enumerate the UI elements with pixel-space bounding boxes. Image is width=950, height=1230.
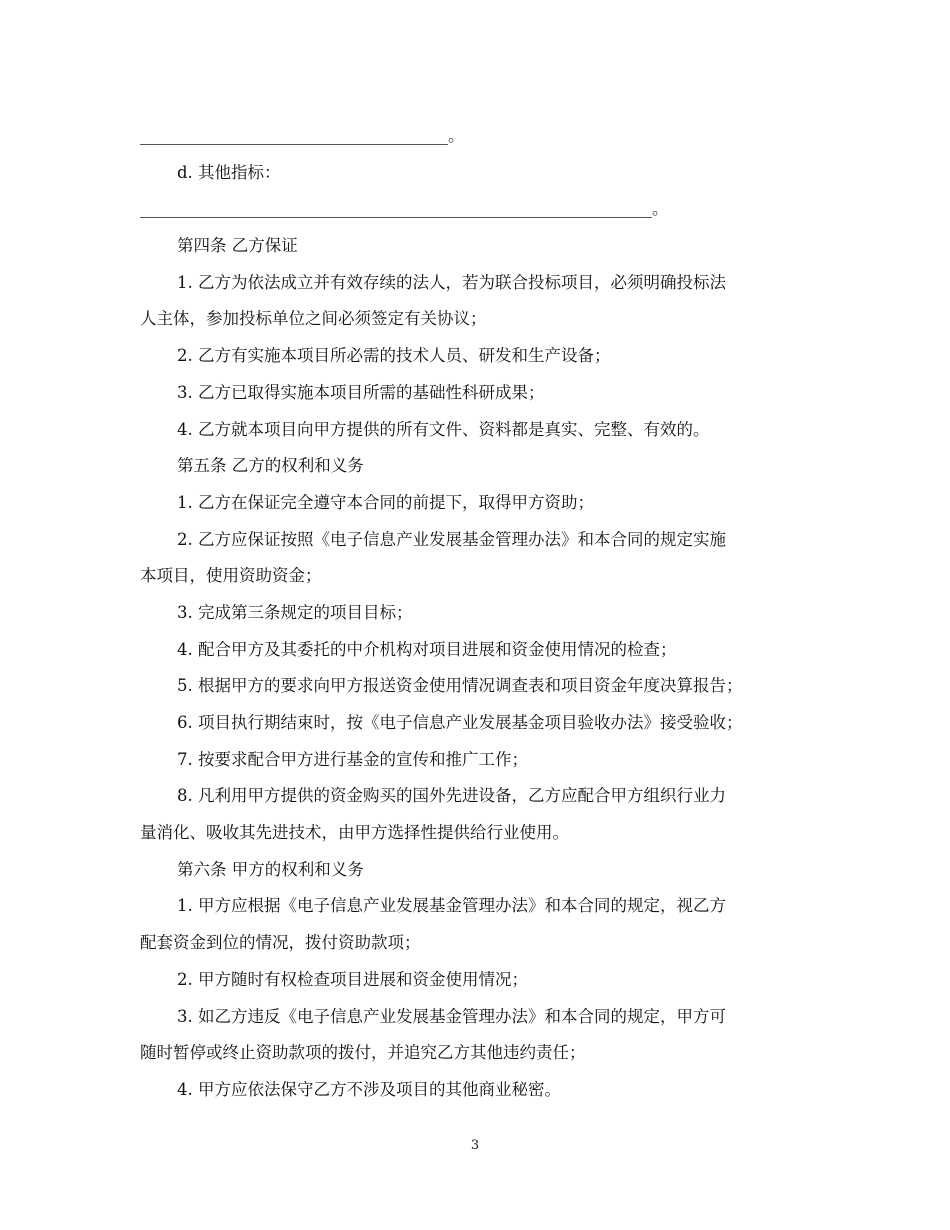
article-6-item-4: 4. 甲方应依法保守乙方不涉及项目的其他商业秘密。	[177, 1079, 561, 1099]
article-4-item-2: 2. 乙方有实施本项目所必需的技术人员、研发和生产设备；	[177, 346, 611, 366]
article-6-item-3-continued: 随时暂停或终止资助款项的拨付，并追究乙方其他违约责任；	[140, 1043, 586, 1063]
article-6-item-1-continued: 配套资金到位的情况，拨付资助款项；	[140, 933, 421, 953]
article-5-item-3: 3. 完成第三条规定的项目目标；	[177, 602, 413, 622]
fill-in-blank-row	[140, 118, 805, 155]
page-number: 3	[470, 1138, 480, 1153]
article-5-item-5: 5. 根据甲方的要求向甲方报送资金使用情况调查表和项目资金年度决算报告；	[177, 676, 743, 696]
article-5-item-8: 8. 凡利用甲方提供的资金购买的国外先进设备，乙方应配合甲方组织行业力	[177, 786, 726, 806]
article-4-item-3: 3. 乙方已取得实施本项目所需的基础性科研成果；	[177, 382, 545, 402]
article-6-item-1: 1. 甲方应根据《电子信息产业发展基金管理办法》和本合同的规定，视乙方	[177, 896, 726, 916]
article-5-item-2: 2. 乙方应保证按照《电子信息产业发展基金管理办法》和本合同的规定实施	[177, 529, 726, 549]
article-5-item-1: 1. 乙方在保证完全遵守本合同的前提下，取得甲方资助；	[177, 492, 594, 512]
article-5-item-6: 6. 项目执行期结束时，按《电子信息产业发展基金项目验收办法》接受验收；	[177, 713, 743, 732]
article-6-title: 第六条 甲方的权利和义务	[177, 859, 364, 879]
article-4-item-1: 1. 乙方为依法成立并有效存续的法人，若为联合投标项目，必须明确投标法	[177, 272, 726, 292]
blank-period: 。	[448, 125, 465, 145]
document-body	[140, 118, 805, 1109]
blank-period: 。	[652, 199, 669, 219]
fill-in-blank-line	[140, 122, 448, 145]
article-6-item-2: 2. 甲方随时有权检查项目进展和资金使用情况；	[177, 969, 528, 989]
fill-in-blank-line	[140, 195, 652, 218]
fill-in-blank-row	[140, 191, 805, 228]
article-5-item-7: 7. 按要求配合甲方进行基金的宣传和推广工作；	[177, 749, 528, 769]
article-4-title: 第四条 乙方保证	[177, 236, 298, 256]
article-5-item-2-continued: 本项目，使用资助资金；	[140, 566, 322, 586]
article-4-item-4: 4. 乙方就本项目向甲方提供的所有文件、资料都是真实、完整、有效的。	[177, 419, 710, 439]
article-5-item-8-continued: 量消化、吸收其先进技术，由甲方选择性提供给行业使用。	[140, 823, 569, 843]
article-4-item-1-continued: 人主体，参加投标单位之间必须签定有关协议；	[140, 309, 487, 329]
article-5-title: 第五条 乙方的权利和义务	[177, 456, 364, 476]
item-d-other-indicators: d. 其他指标：	[177, 162, 281, 182]
article-5-item-4: 4. 配合甲方及其委托的中介机构对项目进展和资金使用情况的检查；	[177, 639, 677, 659]
article-6-item-3: 3. 如乙方违反《电子信息产业发展基金管理办法》和本合同的规定，甲方可	[177, 1006, 726, 1026]
